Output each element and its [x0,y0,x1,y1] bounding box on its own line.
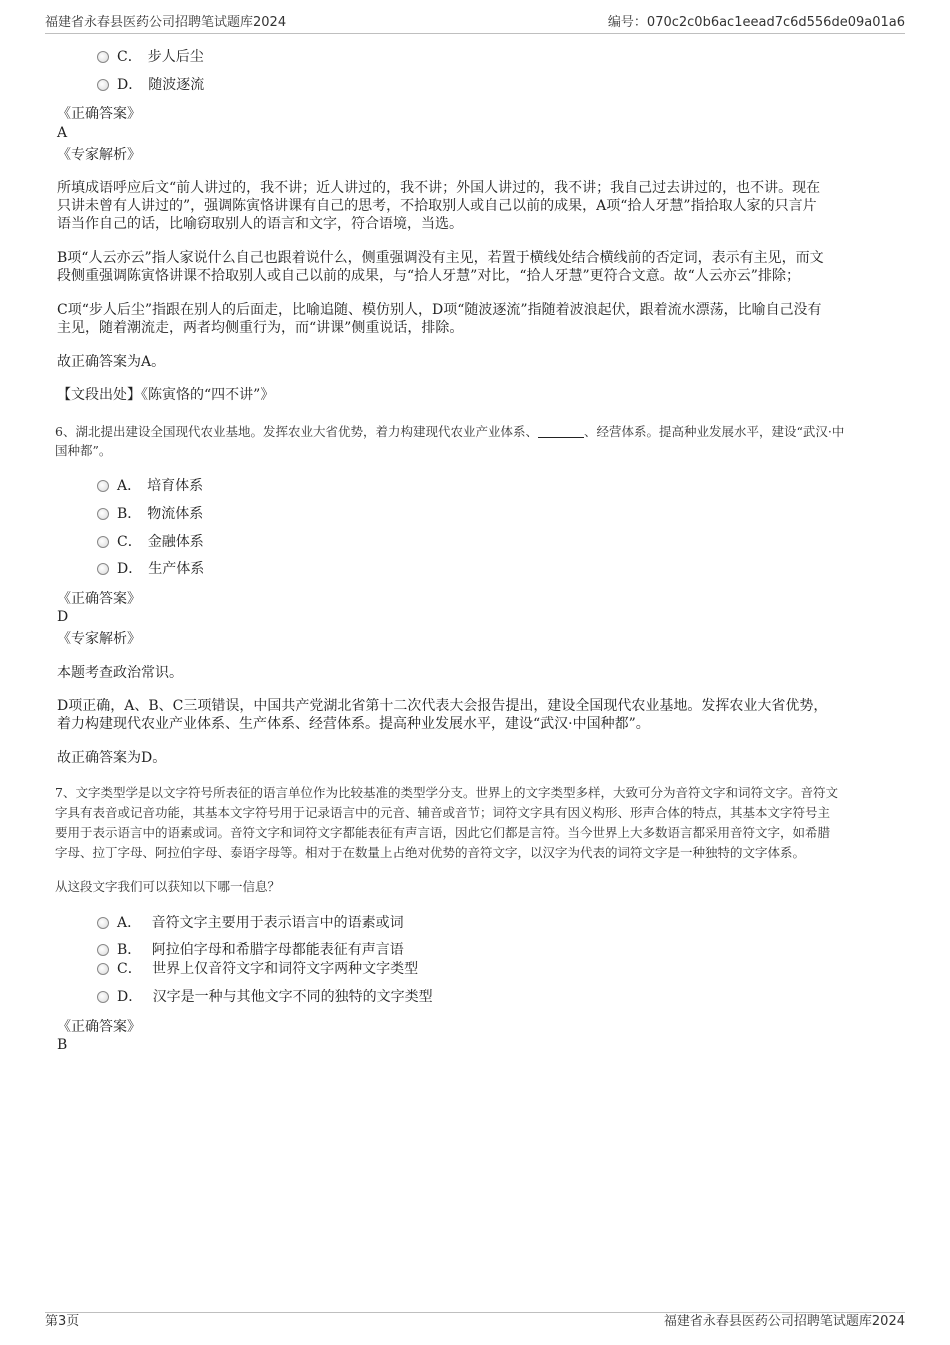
q7-stem-line: 要用于表示语言中的语素或词。音符文字和词符文字都能表征有声言语，因此它们都是言符。当今世界上大多数语言都采用音符文字，如希腊 [55,825,831,840]
q5-analysis-title: 《专家解析》 [57,147,141,163]
q5-analysis-line: 段侧重强调陈寅恪讲课不拾取别人或自己以前的成果，与“拾人牙慧”对比，“拾人牙慧”更符合文意。故“人云亦云”排除； [57,268,800,284]
q6-option-c[interactable]: C． 金融体系 [97,533,204,551]
q5-option-c[interactable]: C． 步人后尘 [97,48,204,66]
q5-analysis-line: 所填成语呼应后文“前人讲过的，我不讲；近人讲过的，我不讲；外国人讲过的，我不讲；我自己过去讲过的，也不讲。现在 [57,180,821,196]
q6-analysis-line: 本题考查政治常识。 [57,665,183,681]
q5-answer: A [57,125,68,141]
q6-answer-title: 《正确答案》 [57,591,141,607]
radio-icon[interactable] [97,51,109,63]
page-number: 第3页 [45,1314,80,1329]
q5-analysis-line: C项“步人后尘”指跟在别人的后面走，比喻追随、模仿别人，D项“随波逐流”指随着波浪起伏，跟着流水漂荡，比喻自己没有 [57,302,822,318]
q5-answer-title: 《正确答案》 [57,106,141,122]
q5-source: 【文段出处】《陈寅恪的“四不讲”》 [57,387,275,403]
q6-analysis-line: 着力构建现代农业产业体系、生产体系、经营体系。提高种业发展水平，建设“武汉·中国种都”。 [57,716,650,732]
q7-option-b[interactable]: B． 阿拉伯字母和希腊字母都能表征有声言语 [97,941,404,959]
fill-blank [538,425,584,438]
q6-option-d[interactable]: D． 生产体系 [97,560,204,578]
header-divider [45,33,905,34]
radio-icon[interactable] [97,536,109,548]
radio-icon[interactable] [97,508,109,520]
q7-stem-line: 7、文字类型学是以文字符号所表征的语言单位作为比较基准的类型学分支。世界上的文字类型多样，大致可分为音符文字和词符文字。音符文 [55,785,838,800]
radio-icon[interactable] [97,79,109,91]
q6-analysis-line: D项正确，A、B、C三项错误，中国共产党湖北省第十二次代表大会报告提出，建设全国现代农业基地。发挥农业大省优势， [57,698,828,714]
q7-question: 从这段文字我们可以获知以下哪一信息？ [55,879,281,894]
q7-answer: B [57,1037,68,1053]
q6-conclusion: 故正确答案为D。 [57,750,167,766]
header-doc-id: 编号：070c2c0b6ac1eead7c6d556de09a01a6 [607,15,905,30]
radio-icon[interactable] [97,944,109,956]
header-title: 福建省永春县医药公司招聘笔试题库2024 [45,15,287,30]
radio-icon[interactable] [97,480,109,492]
q7-stem-line: 字母、拉丁字母、阿拉伯字母、泰语字母等。相对于在数量上占绝对优势的音符文字，以汉字为代表的词符文字是一种独特的文字体系。 [55,845,806,860]
q6-stem-line2: 国种都”。 [55,443,112,458]
footer-title: 福建省永春县医药公司招聘笔试题库2024 [663,1314,905,1329]
q7-stem-line: 字具有表音或记音功能，其基本文字符号用于记录语言中的元音、辅音或音节；词符文字具有因义构形、形声合体的特点，其基本文字符号主 [55,805,831,820]
q6-stem: 6、湖北提出建设全国现代农业基地。发挥农业大省优势，着力构建现代农业产业体系、 、经营体系。提高种业发展水平，建设“武汉·中 [55,424,845,439]
q6-option-b[interactable]: B． 物流体系 [97,505,203,523]
radio-icon[interactable] [97,963,109,975]
q6-answer: D [57,609,69,625]
q5-analysis-line: 只讲未曾有人讲过的”，强调陈寅恪讲课有自己的思考，不拾取别人或自己以前的成果，A项“拾人牙慧”指拾取人家的只言片 [57,198,817,214]
q5-analysis-line: B项“人云亦云”指人家说什么自己也跟着说什么，侧重强调没有主见，若置于横线处结合横线前的否定词，表示有主见，而文 [57,250,824,266]
q5-analysis-line: 主见，随着潮流走，两者均侧重行为，而“讲课”侧重说话，排除。 [57,320,464,336]
q7-option-a[interactable]: A． 音符文字主要用于表示语言中的语素或词 [97,914,404,932]
q5-conclusion: 故正确答案为A。 [57,354,166,370]
q6-option-a[interactable]: A． 培育体系 [97,477,203,495]
q7-option-c[interactable]: C． 世界上仅音符文字和词符文字两种文字类型 [97,960,418,978]
q7-option-d[interactable]: D． 汉字是一种与其他文字不同的独特的文字类型 [97,988,433,1006]
radio-icon[interactable] [97,991,109,1003]
q5-option-d[interactable]: D． 随波逐流 [97,76,204,94]
q5-analysis-line: 语当作自己的话，比喻窃取别人的语言和文字，符合语境，当选。 [57,216,463,232]
radio-icon[interactable] [97,563,109,575]
q7-answer-title: 《正确答案》 [57,1019,141,1035]
radio-icon[interactable] [97,917,109,929]
q6-analysis-title: 《专家解析》 [57,631,141,647]
